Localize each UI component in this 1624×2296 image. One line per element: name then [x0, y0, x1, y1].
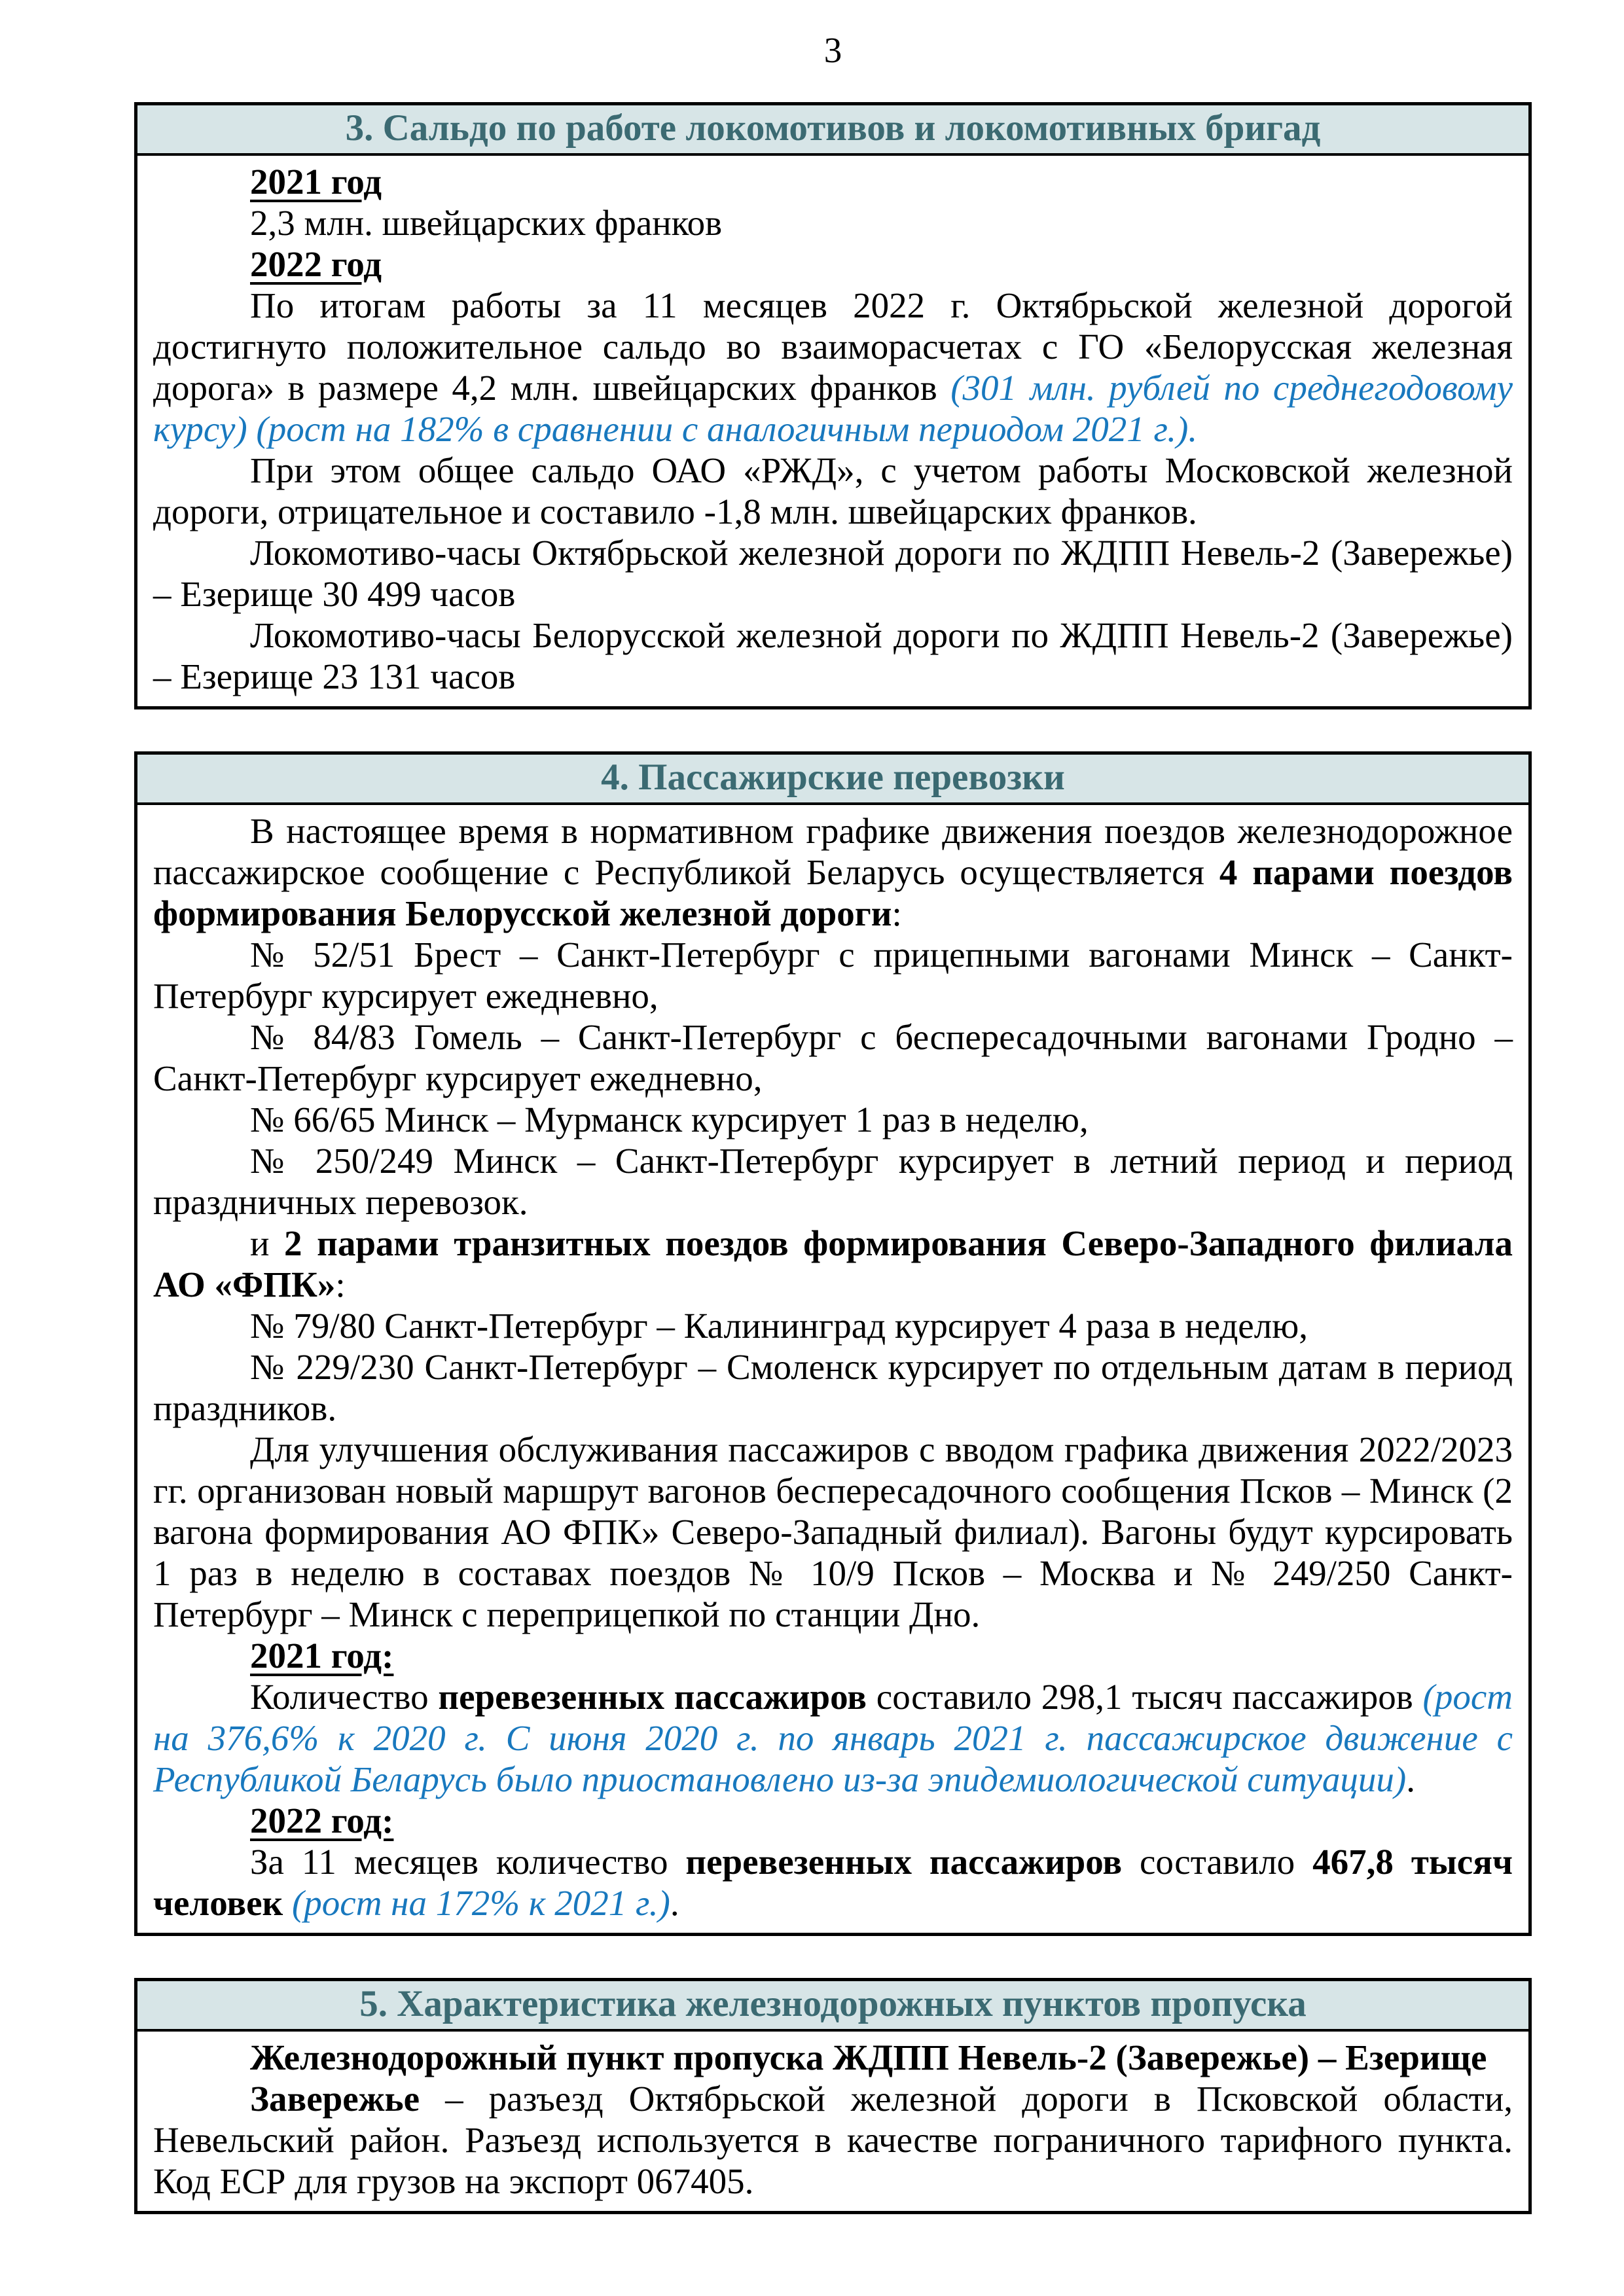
paragraph — [153, 1800, 1513, 1841]
text-run: Завережье — [250, 2079, 420, 2119]
text-run: составило — [1122, 1842, 1313, 1882]
paragraph — [153, 1016, 1513, 1099]
text-run: – разъезд Октябрьской железной дороги в Псковской области, Невельский район. Разъезд используется в качестве пограничного тарифного пункта. Код ЕСР для грузов на экспорт 067405. — [153, 2079, 1513, 2201]
paragraph — [153, 1223, 1513, 1305]
text-run: В настоящее время в нормативном графике движения поездов железнодорожное пассажирское сообщение с Республикой Беларусь осуществляется — [153, 811, 1513, 892]
paragraph — [153, 934, 1513, 1016]
text-run: 2021 год: — [250, 1636, 394, 1676]
text-run: № 66/65 Минск – Мурманск курсирует 1 раз в неделю, — [250, 1100, 1089, 1139]
document-content — [134, 102, 1532, 2214]
paragraph — [153, 532, 1513, 615]
paragraph — [153, 1305, 1513, 1346]
text-run: При этом общее сальдо ОАО «РЖД», с учетом работы Московской железной дороги, отрицательное и составило -1,8 млн. швейцарских франков. — [153, 450, 1513, 531]
text-run: № 250/249 Минск – Санкт-Петербург курсирует в летний период и период праздничных перевозок. — [153, 1141, 1513, 1222]
text-run: (рост на 172% к 2021 г.) — [291, 1883, 670, 1923]
text-run: 467,8 тысяч человек — [153, 1842, 1513, 1923]
text-run: перевезенных пассажиров — [685, 1842, 1123, 1882]
paragraph — [153, 1676, 1513, 1800]
paragraph — [153, 285, 1513, 450]
text-run: : — [892, 893, 902, 933]
paragraph — [153, 2078, 1513, 2202]
section-body-border-crossing-points — [137, 2032, 1528, 2211]
section-header-passenger-transport: 4. Пассажирские перевозки — [137, 755, 1528, 805]
page-number: 3 — [823, 30, 842, 70]
text-run: (301 млн. рублей по среднегодовому курсу) (рост на 182% в сравнении с аналогичным периодом 2021 г.). — [153, 368, 1513, 449]
text-run: За 11 месяцев количество — [250, 1842, 686, 1882]
text-run: . — [1406, 1759, 1415, 1799]
text-run: 2022 год: — [250, 1801, 394, 1840]
section-header-locomotive-balance: 3. Сальдо по работе локомотивов и локомотивных бригад — [137, 105, 1528, 156]
paragraph — [153, 161, 1513, 202]
text-run: По итогам работы за 11 месяцев 2022 г. Октябрьской железной дорогой достигнуто положительное сальдо во взаиморасчетах с ГО «Белорусская железная дорога» в размере 4,2 млн. швейцарских франков — [153, 285, 1513, 408]
section-body-locomotive-balance — [137, 156, 1528, 706]
text-run: 2 парами транзитных поездов формирования Северо-Западного филиала АО «ФПК» — [153, 1223, 1513, 1304]
text-run: Железнодорожный пункт пропуска ЖДПП Невель-2 (Завережье) – Езерище — [250, 2037, 1487, 2077]
paragraph — [153, 810, 1513, 934]
paragraph — [153, 1841, 1513, 1924]
text-run — [283, 1883, 292, 1923]
text-run: 4 парами поездов формирования Белорусской железной дороги — [153, 852, 1513, 933]
paragraph — [153, 1140, 1513, 1223]
text-run: перевезенных пассажиров — [438, 1677, 867, 1717]
text-run: 2022 год — [250, 244, 382, 284]
text-run: (рост на 376,6% к 2020 г. С июня 2020 г. по январь 2021 г. пассажирское движение с Республикой Беларусь было приостановлено из-за эпидемиологической ситуации) — [153, 1677, 1513, 1799]
paragraph — [153, 615, 1513, 697]
text-run: 2,3 млн. швейцарских франков — [250, 203, 723, 243]
text-run: 2021 год — [250, 162, 382, 202]
section-body-passenger-transport — [137, 805, 1528, 1933]
text-run: Для улучшения обслуживания пассажиров с вводом графика движения 2022/2023 гг. организован новый маршрут вагонов беспересадочного сообщения Псков – Минск (2 вагона формирования АО ФПК» Северо-Западный филиал). Вагоны будут курсировать 1 раз в неделю в составах поездов № 10/9 Псков – Москва и № 249/250 Санкт-Петербург – Минск с переприцепкой по станции Дно. — [153, 1429, 1513, 1634]
text-run: : — [335, 1265, 346, 1304]
section-border-crossing-points — [134, 1978, 1532, 2214]
paragraph — [153, 1346, 1513, 1429]
text-run: и — [250, 1223, 285, 1263]
text-run: Количество — [250, 1677, 439, 1717]
paragraph — [153, 1099, 1513, 1140]
section-header-border-crossing-points: 5. Характеристика железнодорожных пунктов пропуска — [137, 1981, 1528, 2032]
text-run: № 229/230 Санкт-Петербург – Смоленск курсирует по отдельным датам в период праздников. — [153, 1347, 1513, 1428]
paragraph — [153, 243, 1513, 285]
section-locomotive-balance — [134, 102, 1532, 709]
text-run: № 79/80 Санкт-Петербург – Калининград курсирует 4 раза в неделю, — [250, 1306, 1308, 1346]
paragraph — [153, 1429, 1513, 1635]
paragraph — [153, 202, 1513, 243]
paragraph — [153, 1635, 1513, 1676]
paragraph — [153, 450, 1513, 532]
text-run: . — [670, 1883, 679, 1923]
text-run: составило 298,1 тысяч пассажиров — [866, 1677, 1423, 1717]
section-passenger-transport — [134, 751, 1532, 1936]
text-run: Локомотиво-часы Октябрьской железной дороги по ЖДПП Невель-2 (Завережье) – Езерище 30 499 часов — [153, 533, 1513, 614]
paragraph — [153, 2037, 1513, 2078]
text-run: № 52/51 Брест – Санкт-Петербург с прицепными вагонами Минск – Санкт-Петербург курсирует ежедневно, — [153, 935, 1513, 1016]
text-run: № 84/83 Гомель – Санкт-Петербург с беспересадочными вагонами Гродно – Санкт-Петербург курсирует ежедневно, — [153, 1017, 1513, 1098]
text-run: Локомотиво-часы Белорусской железной дороги по ЖДПП Невель-2 (Завережье) – Езерище 23 131 часов — [153, 615, 1513, 696]
